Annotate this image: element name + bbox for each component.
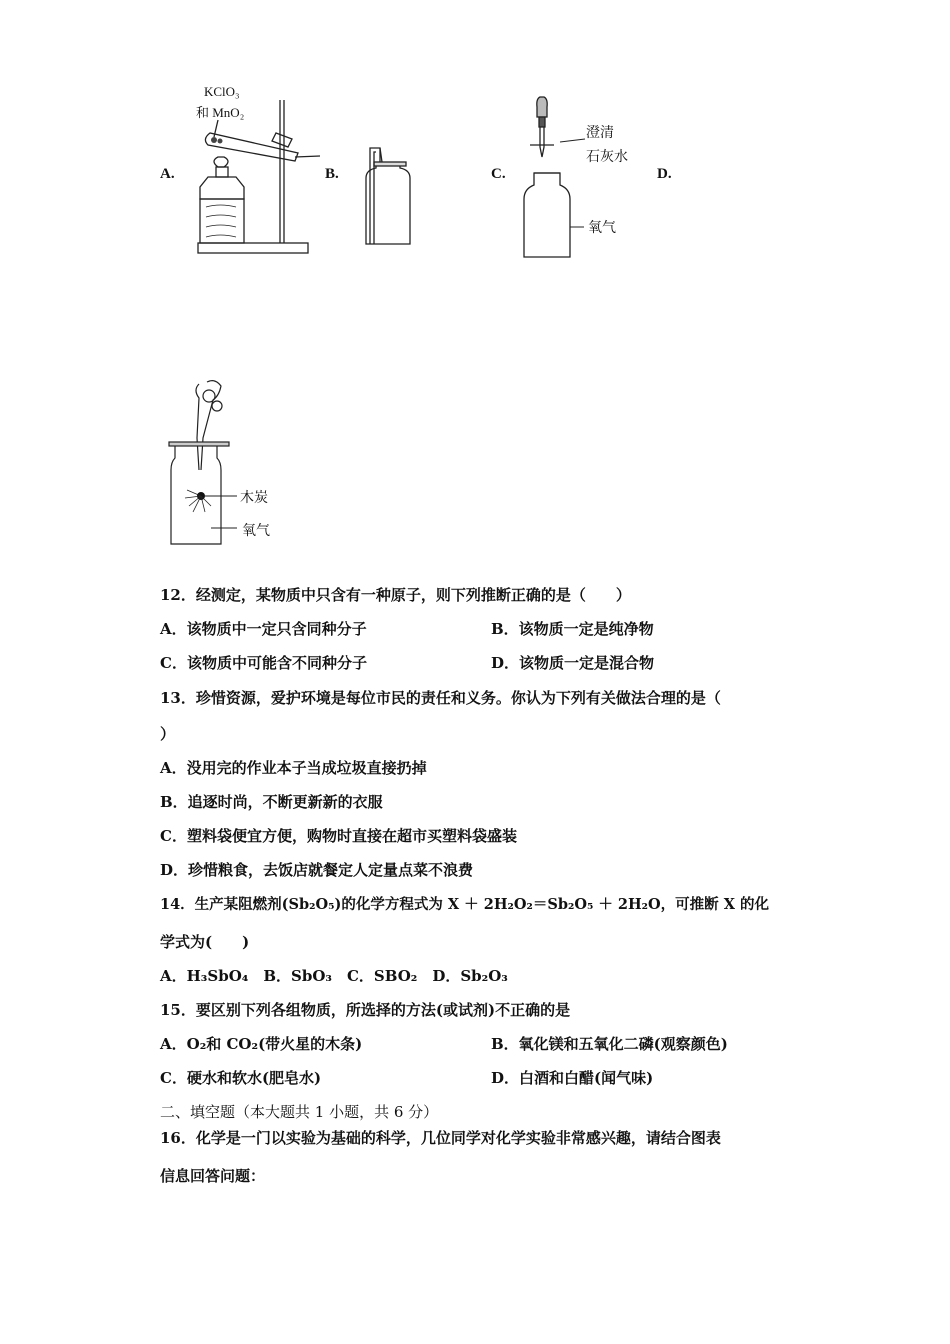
fig-a-label-kclo3: KClO₃ xyxy=(204,84,240,99)
charcoal-burning-figure xyxy=(165,378,250,548)
option-label-c: C. xyxy=(491,166,506,182)
dropper-bottle-figure xyxy=(520,95,590,260)
option-label-a: A. xyxy=(160,166,175,182)
q13-option-b: B．追逐时尚，不断更新新的衣服 xyxy=(160,793,383,811)
q12-stem: 12．经测定，某物质中只含有一种原子，则下列推断正确的是（ ） xyxy=(160,586,631,604)
q13-stem-line1: 13．珍惜资源，爱护环境是每位市民的责任和义务。你认为下列有关做法合理的是（ xyxy=(160,689,721,707)
fig-d-label-charcoal: 木炭 xyxy=(240,490,268,506)
q12-option-d: D．该物质一定是混合物 xyxy=(491,654,655,672)
fig-c-label-clear: 澄清 xyxy=(586,125,614,141)
q16-stem-line1: 16．化学是一门以实验为基础的科学，几位同学对化学实验非常感兴趣，请结合图表 xyxy=(160,1129,721,1147)
fig-d-label-oxygen: 氧气 xyxy=(242,523,270,539)
fig-c-label-limewater: 石灰水 xyxy=(586,149,628,165)
q14-stem-line2: 学式为( ) xyxy=(160,933,250,951)
q14-options: A．H₃SbO₄ B．SbO₃ C．SBO₂ D．Sb₂O₃ xyxy=(160,967,508,985)
q12-option-b: B．该物质一定是纯净物 xyxy=(491,620,654,638)
option-label-b: B. xyxy=(325,166,339,182)
q15-stem: 15．要区别下列各组物质，所选择的方法(或试剂)不正确的是 xyxy=(160,1001,571,1019)
section-heading-fill-in: 二、填空题（本大题共 1 小题，共 6 分） xyxy=(160,1103,439,1121)
q14-stem-line1: 14．生产某阻燃剂(Sb₂O₅)的化学方程式为 X ＋ 2H₂O₂＝Sb₂O₅ ＋ 2H₂O，可推断 X 的化 xyxy=(160,896,770,913)
q15-option-a: A．O₂和 CO₂(带火星的木条) xyxy=(160,1035,363,1053)
q12-option-a: A．该物质中一定只含同种分子 xyxy=(160,620,367,638)
q13-stem-line2: ） xyxy=(160,725,176,743)
q12-option-c: C．该物质中可能含不同种分子 xyxy=(160,654,367,672)
heating-apparatus-figure xyxy=(180,95,330,260)
q15-option-d: D．白酒和白醋(闻气味) xyxy=(491,1069,654,1087)
q13-option-c: C．塑料袋便宜方便，购物时直接在超市买塑料袋盛装 xyxy=(160,827,517,845)
q13-option-a: A．没用完的作业本子当成垃圾直接扔掉 xyxy=(160,759,427,777)
q16-stem-line2: 信息回答问题： xyxy=(160,1167,266,1185)
q15-option-c: C．硬水和软水(肥皂水) xyxy=(160,1069,322,1087)
gas-collection-bottle-figure xyxy=(360,140,420,250)
q15-option-b: B．氧化镁和五氧化二磷(观察颜色) xyxy=(491,1035,728,1053)
q13-option-d: D．珍惜粮食，去饭店就餐定人定量点菜不浪费 xyxy=(160,861,474,879)
option-label-d: D. xyxy=(657,166,672,182)
fig-c-label-oxygen: 氧气 xyxy=(588,220,616,236)
fig-a-label-mno2: 和 MnO₂ xyxy=(196,105,245,120)
